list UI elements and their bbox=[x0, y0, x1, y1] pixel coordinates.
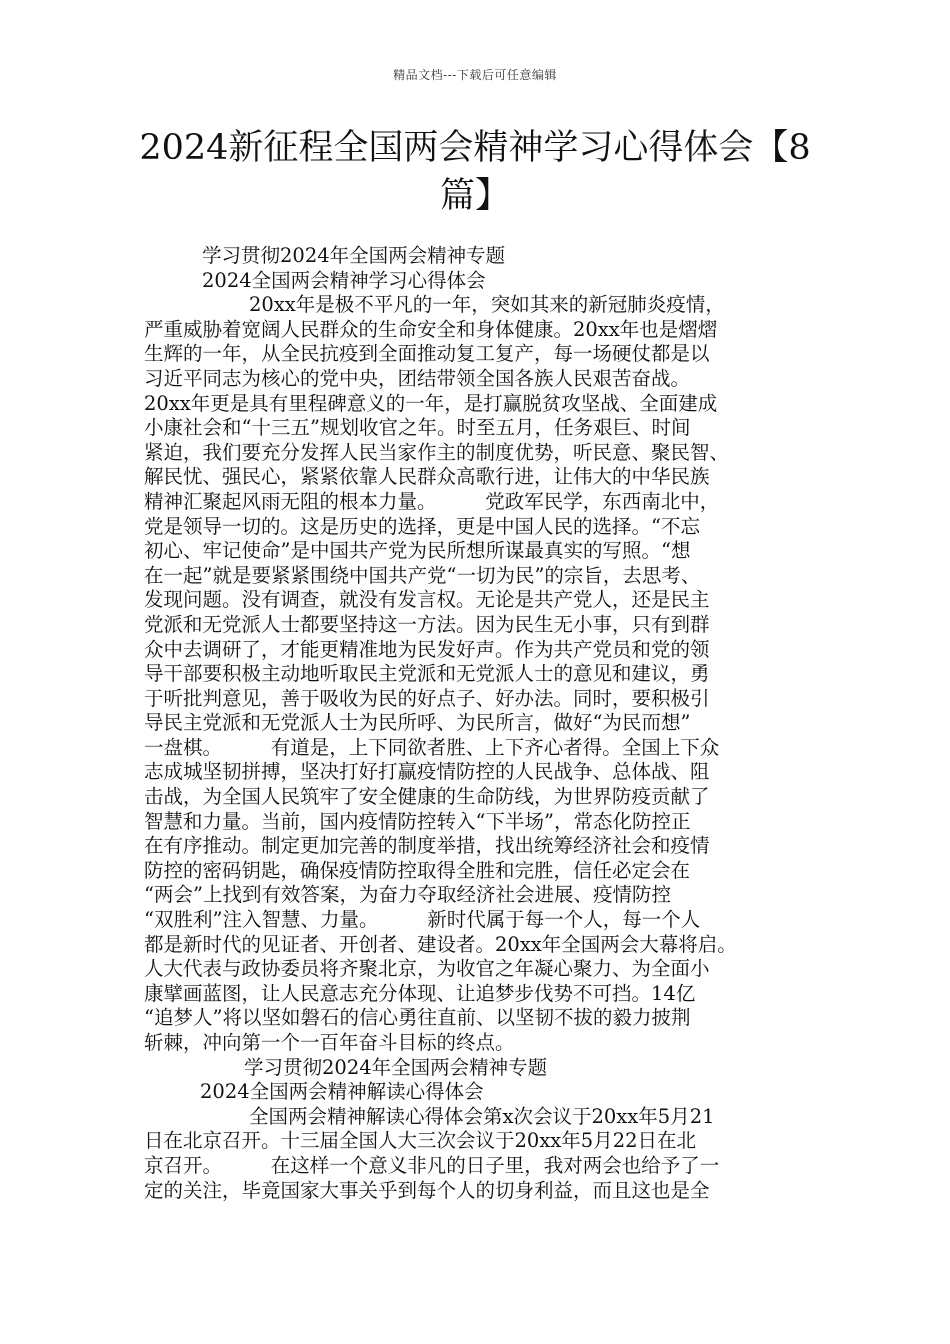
text-line: 党派和无党派人士都要坚持这一方法。因为民生无小事，只有到群 bbox=[144, 612, 710, 636]
header-note: 精品文档---下载后可任意编辑 bbox=[393, 68, 557, 82]
document-body bbox=[144, 244, 809, 1203]
text-line: 初心、牢记使命”是中国共产党为民所想所谋最真实的写照。“想 bbox=[144, 539, 691, 563]
text-line: 2024全国两会精神解读心得体会 bbox=[200, 1080, 484, 1104]
text-line: “追梦人”将以坚如磐石的信心勇往直前、以坚韧不拔的毅力披荆 bbox=[144, 1006, 691, 1030]
text-line: 学习贯彻2024年全国两会精神专题 bbox=[202, 244, 506, 267]
text-line: 习近平同志为核心的党中央，团结带领全国各族人民艰苦奋战。 bbox=[144, 366, 691, 390]
text-line: 在一起”就是要紧紧围绕中国共产党“一切为民”的宗旨，去思考、 bbox=[144, 563, 701, 587]
text-line: 生辉的一年，从全民抗疫到全面推动复工复产，每一场硬仗都是以 bbox=[144, 342, 710, 366]
text-line: 党是领导一切的。这是历史的选择，更是中国人民的选择。“不忘 bbox=[144, 514, 700, 538]
document-title: 2024新征程全国两会精神学习心得体会【8篇】 bbox=[139, 128, 811, 216]
text-line: 2024全国两会精神学习心得体会 bbox=[202, 268, 486, 292]
text-line: 斩棘，冲向第一个一百年奋斗目标的终点。 bbox=[144, 1031, 515, 1054]
text-line: 解民忧、强民心，紧紧依靠人民群众高歌行进，让伟大的中华民族 bbox=[144, 465, 710, 489]
text-line: 全国两会精神解读心得体会第x次会议于20xx年5月21 bbox=[249, 1104, 715, 1128]
text-line: 紧迫，我们要充分发挥人民当家作主的制度优势，听民意、聚民智、 bbox=[144, 440, 730, 464]
text-line: 小康社会和“十三五”规划收官之年。时至五月，任务艰巨、时间 bbox=[144, 416, 691, 440]
text-line: 智慧和力量。当前，国内疫情防控转入“下半场”，常态化防控正 bbox=[144, 809, 691, 833]
text-line: 20xx年是极不平凡的一年，突如其来的新冠肺炎疫情， bbox=[249, 293, 725, 317]
text-line: 于听批判意见，善于吸收为民的好点子、好办法。同时，要积极引 bbox=[144, 686, 710, 710]
text-line: 导民主党派和无党派人士为民所呼、为民所言，做好“为民而想” bbox=[144, 711, 691, 735]
text-line: 20xx年更是具有里程碑意义的一年，是打赢脱贫攻坚战、全面建成 bbox=[144, 391, 718, 415]
text-line: 发现问题。没有调查，就没有发言权。无论是共产党人，还是民主 bbox=[144, 588, 710, 612]
text-line: 防控的密码钥匙，确保疫情防控取得全胜和完胜，信任必定会在 bbox=[144, 858, 691, 882]
text-line: 学习贯彻2024年全国两会精神专题 bbox=[244, 1055, 548, 1079]
text-line: 精神汇聚起风雨无阻的根本力量。 党政军民学，东西南北中， bbox=[144, 489, 720, 513]
text-line: 人大代表与政协委员将齐聚北京，为收官之年凝心聚力、为全面小 bbox=[144, 957, 710, 981]
text-line: 导干部要积极主动地听取民主党派和无党派人士的意见和建议，勇 bbox=[144, 662, 710, 686]
text-line: 击战，为全国人民筑牢了安全健康的生命防线，为世界防疫贡献了 bbox=[144, 785, 710, 809]
text-line: 康擘画蓝图，让人民意志充分体现、让追梦步伐势不可挡。14亿 bbox=[144, 981, 696, 1005]
text-line: 京召开。 在这样一个意义非凡的日子里，我对两会也给予了一 bbox=[144, 1153, 720, 1177]
text-line: 日在北京召开。十三届全国人大三次会议于20xx年5月22日在北 bbox=[144, 1129, 697, 1153]
text-line: 众中去调研了，才能更精准地为民发好声。作为共产党员和党的领 bbox=[144, 637, 710, 661]
text-line: 都是新时代的见证者、开创者、建设者。20xx年全国两会大幕将启。 bbox=[144, 932, 737, 956]
text-line: 在有序推动。制定更加完善的制度举措，找出统筹经济社会和疫情 bbox=[144, 834, 710, 858]
text-line: “双胜利”注入智慧、力量。 新时代属于每一个人，每一个人 bbox=[144, 908, 701, 932]
text-line: 定的关注，毕竟国家大事关乎到每个人的切身利益，而且这也是全 bbox=[144, 1178, 710, 1202]
text-line: 严重威胁着宽阔人民群众的生命安全和身体健康。20xx年也是熠熠 bbox=[144, 317, 718, 341]
text-line: “两会”上找到有效答案，为奋力夺取经济社会进展、疫情防控 bbox=[144, 883, 671, 907]
text-line: 一盘棋。 有道是，上下同欲者胜、上下齐心者得。全国上下众 bbox=[144, 735, 720, 759]
text-line: 志成城坚韧拼搏，坚决打好打赢疫情防控的人民战争、总体战、阻 bbox=[144, 760, 710, 784]
